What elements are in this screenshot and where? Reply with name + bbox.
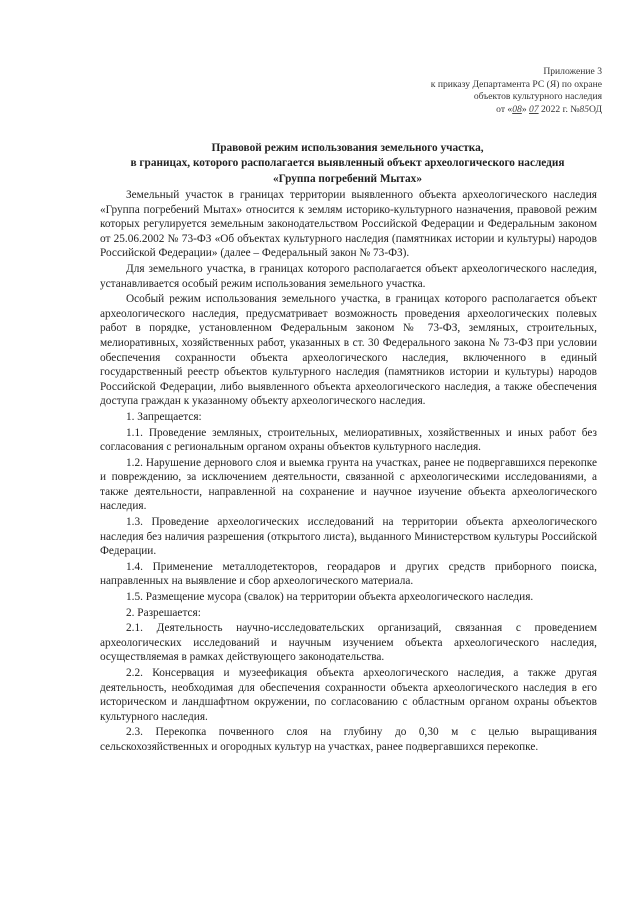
section-permitted: 2. Разрешается: <box>126 606 201 619</box>
document-body <box>100 188 597 755</box>
item-1-3: 1.3. Проведение археологических исследований на территории объекта археологического наследия без наличия разрешения (открытого листа), выданного Министерством культуры Российской Федерации. <box>100 516 597 558</box>
date-year: 2022 г. № <box>538 103 580 115</box>
appendix-order-ref: к приказу Департамента РС (Я) по охране <box>430 78 602 90</box>
item-1-2: 1.2. Нарушение дернового слоя и выемка грунта на участках, ранее не подвергавшихся перекопке и повреждению, за исключением деятельности, связанной с археологическими исследованиями, а также деятельности, направленной на сохранение и научное изучение объекта археологического наследия. <box>100 456 597 513</box>
date-prefix: от « <box>496 103 513 115</box>
document-title <box>100 141 595 187</box>
title-line-2: в границах, которого располагается выявленный объект археологического наследия <box>130 157 565 170</box>
item-1-1: 1.1. Проведение земляных, строительных, мелиоративных, хозяйственных и иных работ без согласования с региональным органом охраны объектов культурного наследия. <box>100 426 597 454</box>
handwritten-day: 08 <box>512 103 522 115</box>
item-2-3: 2.3. Перекопка почвенного слоя на глубину до 0,30 м с целью выращивания сельскохозяйственных и огородных культур на участках, ранее подвергавшихся перекопке. <box>100 726 597 753</box>
paragraph-regime-details: Особый режим использования земельного участка, в границах которого располагается объект археологического наследия, предусматривает возможность проведения археологических полевых работ в порядке, установленном Федеральным законом № 73-ФЗ, земляных, строительных, мелиоративных, хозяйственных работ, указанных в ст. 30 Федерального закона № 73-ФЗ при условии обеспечения сохранности объекта археологического наследия, включенного в единый государственный реестр объектов культурного наследия (памятников истории и культуры) народов Российской Федерации, либо выявленного объекта археологического наследия, а также обеспечения доступа граждан к указанному объекту археологического наследия. <box>100 293 597 408</box>
item-1-4: 1.4. Применение металлодетекторов, георадаров и других средств приборного поиска, направленных на выявление и сбор археологического материала. <box>100 560 597 588</box>
handwritten-order-number: 85 <box>579 103 589 115</box>
appendix-number: Приложение 3 <box>543 66 602 77</box>
appendix-header <box>431 66 602 116</box>
item-2-1: 2.1. Деятельность научно-исследовательских организаций, связанная с проведением археологических исследований и научным изучением объекта археологического наследия, осуществляемая в рамках действующего законодательства. <box>100 622 597 664</box>
paragraph-special-regime: Для земельного участка, в границах которого располагается объект археологического наследия, устанавливается особый режим использования земельного участка. <box>100 262 597 290</box>
item-2-2: 2.2. Консервация и музеефикация объекта археологического наследия, а также другая деятельность, необходимая для обеспечения сохранности объекта археологического наследия в его историческом и ландшафтном окружении, по согласованию с областным органом охраны объектов культурного наследия. <box>100 667 597 723</box>
order-suffix: ОД <box>589 103 602 115</box>
title-line-3: «Группа погребений Мытах» <box>273 172 422 185</box>
title-line-1: Правовой режим использования земельного участка, <box>211 142 484 154</box>
item-1-5: 1.5. Размещение мусора (свалок) на территории объекта археологического наследия. <box>126 591 534 604</box>
handwritten-month: 07 <box>529 103 539 115</box>
appendix-order-ref-cont: объектов культурного наследия <box>473 91 602 103</box>
date-mid: » <box>521 103 530 115</box>
section-prohibited: 1. Запрещается: <box>126 410 202 423</box>
appendix-date-line <box>431 104 602 117</box>
paragraph-intro: Земельный участок в границах территории выявленного объекта археологического наследия «Группа погребений Мытах» относится к землям историко-культурного назначения, правовой режим которых регулируется земельным законодательством Российской Федерации и Федеральным законом от 25.06.2002 № 73-ФЗ «Об объектах культурного наследия (памятниках истории и культуры) народов Российской Федерации» (далее – Федеральный закон № 73-ФЗ). <box>100 189 597 260</box>
